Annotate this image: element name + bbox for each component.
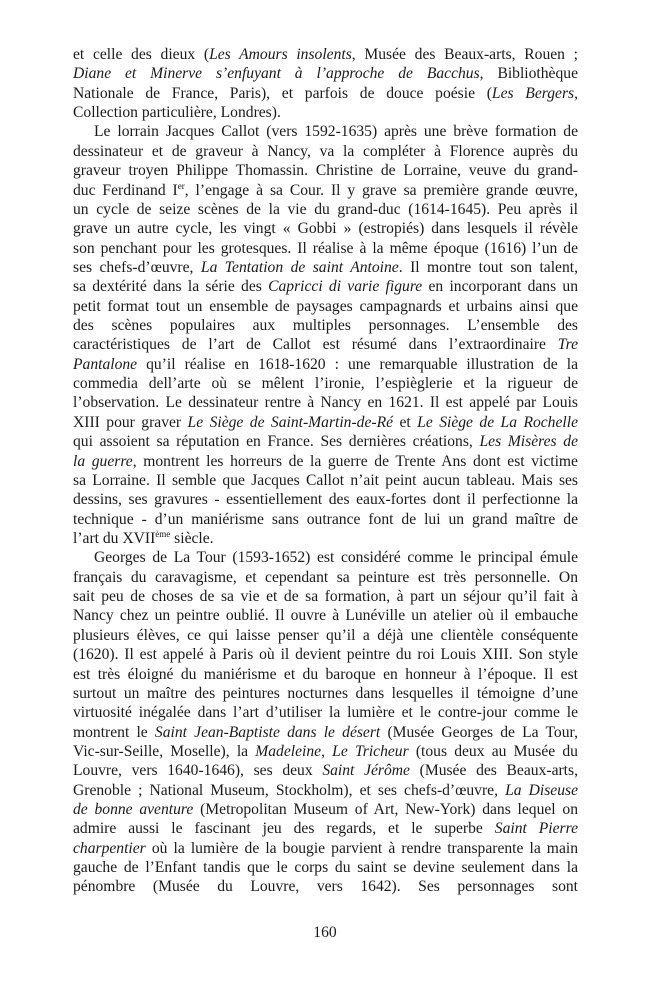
- text-run: , Bibliothèque: [479, 65, 578, 83]
- text-line: [73, 161, 578, 180]
- text-run: l’observation. Le dessinateur rentre à Nancy en 1621. Il est appelé par Louis: [73, 394, 578, 412]
- text-line: [73, 761, 578, 780]
- text-run: (tous deux au Musée du: [408, 742, 578, 760]
- text-run: et celle des dieux (: [73, 46, 210, 63]
- text-line: [73, 471, 578, 490]
- italic-title: Les Bergers: [491, 84, 575, 102]
- text-run: qu’il réalise en 1618-1620 : une remarquable illustration de la: [137, 355, 578, 373]
- text-line: [73, 45, 578, 64]
- text-line: [73, 684, 578, 703]
- text-line: [73, 529, 578, 548]
- text-line: [73, 452, 578, 471]
- italic-title: Le Siège de La Rochelle: [417, 413, 578, 431]
- italic-title: Diane et Minerve s’enfuyant à l’approche de Bacchus: [73, 65, 480, 83]
- text-run: , montrent les horreurs de la guerre de Trente Ans dont est victime: [132, 452, 578, 470]
- italic-title: Saint Pierre: [494, 820, 578, 838]
- text-run: (1620). Il est appelé à Paris où il devient peintre du roi Louis XIII. Son style: [73, 646, 578, 664]
- italic-title: Madeleine, Le Tricheur: [255, 742, 409, 760]
- text-line: [73, 742, 578, 761]
- text-run: Collection particulière, Londres).: [73, 104, 281, 122]
- text-run: (Musée Georges de La Tour,: [380, 723, 578, 741]
- text-run: gauche de l’Enfant tandis que le corps du saint se devine seulement dans la: [73, 859, 578, 877]
- text-line: [73, 510, 578, 529]
- page-number: 160: [313, 924, 337, 941]
- italic-title: Saint Jérôme: [322, 762, 410, 780]
- text-run: des scènes populaires aux multiples personnages. L’ensemble des: [73, 317, 578, 335]
- text-line: [73, 84, 578, 103]
- text-run: pénombre (Musée du Louvre, vers 1642). Ses personnages sont: [73, 878, 578, 896]
- paragraph: [73, 45, 578, 122]
- text-run: Georges de La Tour (1593-1652) est considéré comme le principal émule: [94, 549, 578, 567]
- text-line: [73, 122, 578, 141]
- text-line: [73, 239, 578, 258]
- text-run: Vic-sur-Seille, Moselle), la: [73, 742, 256, 760]
- text-run: qui assoient sa réputation en France. Ses dernières créations,: [73, 433, 480, 451]
- text-run: grave un autre cycle, les vingt « Gobbi » (estropiés) dans lesquels il révèle: [73, 220, 578, 238]
- text-line: [73, 626, 578, 645]
- text-line: [73, 258, 578, 277]
- text-run: caractéristiques de l’art de Callot est résumé dans l’extraordinaire: [73, 336, 558, 354]
- text-line: [73, 297, 578, 316]
- text-run: (Musée des Beaux-arts,: [409, 762, 578, 780]
- text-line: [73, 703, 578, 722]
- text-line: [73, 393, 578, 412]
- text-run: XIII pour graver: [73, 413, 188, 431]
- text-run: où la lumière de la bougie parvient à rendre transparente la main: [145, 839, 578, 857]
- text-run: est très éloigné du maniérisme et du baroque en honneur à l’époque. Il est: [73, 665, 578, 683]
- text-run: virtuosité inégalée dans l’art d’utiliser la lumière et le contre-jour comme le: [73, 704, 578, 722]
- italic-title: Le Siège de Saint-Martin-de-Ré: [187, 413, 394, 431]
- text-run: commedia dell’arte où se mêlent l’ironie, l’espièglerie et la rigueur de: [73, 375, 578, 393]
- text-run: dessins, ses gravures - essentiellement des eaux-fortes dont il perfectionne la: [73, 491, 578, 509]
- text-line: [73, 200, 578, 219]
- text-line: [73, 665, 578, 684]
- text-run: graveur troyen Philippe Thomassin. Christine de Lorraine, veuve du grand-: [73, 162, 578, 180]
- text-run: français du caravagisme, et cependant sa peinture est très personnelle. On: [73, 568, 578, 586]
- text-run: . Il montre tout son talent,: [398, 258, 578, 276]
- text-line: [73, 781, 578, 800]
- text-run: un cycle de seize scènes de la vie du grand-duc (1614-1645). Peu après il: [73, 200, 578, 218]
- text-line: [73, 142, 578, 161]
- text-line: [73, 839, 578, 858]
- text-line: [73, 355, 578, 374]
- italic-title: charpentier: [73, 839, 146, 857]
- text-line: [73, 103, 578, 122]
- text-run: (Metropolitan Museum of Art, New-York) dans lequel on: [193, 801, 578, 819]
- text-line: [73, 877, 578, 896]
- superscript: ème: [155, 528, 171, 539]
- text-line: [73, 490, 578, 509]
- text-line: [73, 800, 578, 819]
- text-run: sa Lorraine. Il semble que Jacques Callot n’ait peint aucun tableau. Mais ses: [73, 471, 578, 489]
- text-line: [73, 277, 578, 296]
- text-run: technique - d’un maniérisme sans outrance font de lui un grand maître de: [73, 510, 578, 528]
- text-run: Nancy chez un peintre oublié. Il ouvre à Lunéville un atelier où il embauche: [73, 607, 578, 625]
- text-line: [73, 64, 578, 83]
- text-run: dessinateur et de graveur à Nancy, va la compléter à Florence auprès du: [73, 142, 578, 160]
- italic-title: Tre: [557, 336, 578, 354]
- italic-title: Pantalone: [73, 355, 138, 373]
- text-line: [73, 587, 578, 606]
- text-run: plusieurs élèves, ce qui laisse penser qu’il a déjà une clientèle conséquente: [73, 626, 578, 644]
- superscript: er: [177, 180, 185, 191]
- text-run: , Musée des Beaux-arts, Rouen ;: [351, 46, 578, 63]
- text-line: [73, 548, 578, 567]
- italic-title: Saint Jean-Baptiste dans le désert: [154, 723, 381, 741]
- text-run: siècle.: [170, 529, 214, 547]
- paragraph: [73, 122, 578, 548]
- italic-title: Capricci di varie figure: [268, 278, 423, 296]
- text-line: [73, 432, 578, 451]
- paragraph: [73, 548, 578, 896]
- text-run: Louvre, vers 1640-1646), ses deux: [73, 762, 323, 780]
- text-run: son penchant pour les grotesques. Il réalise à la même époque (1616) l’un de: [73, 239, 578, 257]
- text-run: sait peu de choses de sa vie et de sa formation, à part un séjour qu’il fait à: [73, 588, 578, 606]
- text-line: [73, 374, 578, 393]
- text-line: [73, 219, 578, 238]
- text-line: [73, 413, 578, 432]
- body-text: [73, 45, 578, 897]
- text-line: [73, 858, 578, 877]
- text-line: [73, 723, 578, 742]
- text-run: ,: [574, 84, 578, 102]
- italic-title: Les Misères de: [479, 433, 579, 451]
- text-line: [73, 645, 578, 664]
- text-line: [73, 819, 578, 838]
- text-run: ses chefs-d’œuvre,: [73, 258, 201, 276]
- text-run: sa dextérité dans la série des: [73, 278, 269, 296]
- text-run: en incorporant dans un: [422, 278, 578, 296]
- text-line: [73, 568, 578, 587]
- text-line: [73, 606, 578, 625]
- text-line: [73, 335, 578, 354]
- text-run: montrent le: [73, 723, 155, 741]
- text-run: admire aussi le fascinant jeu des regards, et le superbe: [73, 820, 495, 838]
- text-run: Grenoble ; National Museum, Stockholm), et ses chefs-d’œuvre,: [73, 781, 506, 799]
- italic-title: de bonne aventure: [73, 801, 194, 819]
- text-line: [73, 181, 578, 200]
- text-run: duc Ferdinand I: [73, 181, 178, 199]
- text-run: surtout un maître des peintures nocturnes dans lesquelles il témoigne d’une: [73, 684, 578, 702]
- italic-title: Les Amours insolents: [209, 46, 352, 63]
- text-run: et: [393, 413, 418, 431]
- text-run: petit format tout un ensemble de paysages campagnards et urbains ainsi que: [73, 297, 578, 315]
- text-line: [73, 316, 578, 335]
- italic-title: la guerre: [73, 452, 133, 470]
- text-run: Le lorrain Jacques Callot (vers 1592-1635) après une brève formation de: [94, 123, 578, 141]
- text-run: Nationale de France, Paris), et parfois de douce poésie (: [73, 84, 492, 102]
- italic-title: La Tentation de saint Antoine: [200, 258, 399, 276]
- text-run: , l’engage à sa Cour. Il y grave sa première grande œuvre,: [184, 181, 579, 199]
- text-run: l’art du XVII: [73, 529, 156, 547]
- italic-title: La Diseuse: [505, 781, 578, 799]
